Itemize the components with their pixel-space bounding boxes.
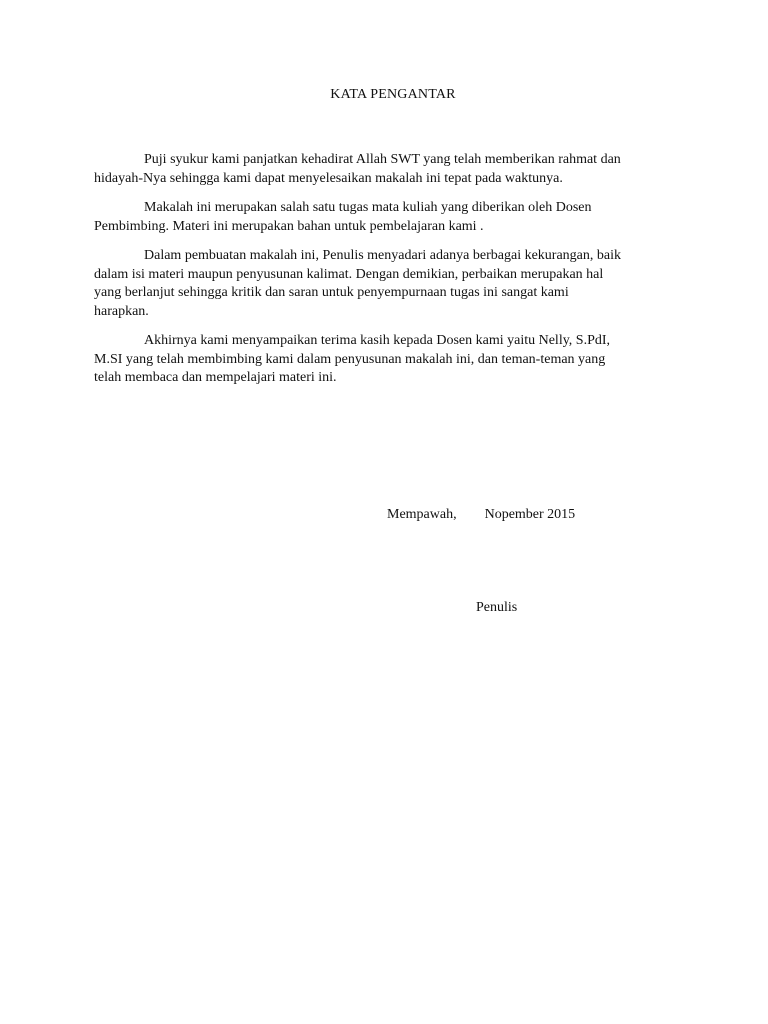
signature-date: Nopember 2015 (484, 507, 576, 522)
signature-place: Mempawah, (387, 507, 457, 522)
paragraph-line: Akhirnya kami menyampaikan terima kasih kepada Dosen kami yaitu Nelly, S.PdI, (144, 333, 611, 348)
paragraph-line: Puji syukur kami panjatkan kehadirat Allah SWT yang telah memberikan rahmat dan (144, 152, 621, 167)
document-body (94, 151, 676, 399)
paragraph-2 (94, 199, 676, 236)
paragraph-line: Makalah ini merupakan salah satu tugas mata kuliah yang diberikan oleh Dosen (144, 200, 592, 215)
paragraph-line: hidayah-Nya sehingga kami dapat menyelesaikan makalah ini tepat pada waktunya. (94, 170, 563, 186)
paragraph-4 (94, 332, 676, 388)
place-date-line (387, 507, 575, 523)
page-title: KATA PENGANTAR (330, 87, 456, 102)
paragraph-line: M.SI yang telah membimbing kami dalam penyusunan makalah ini, dan teman-teman yang (94, 351, 606, 367)
signature-author: Penulis (476, 600, 518, 615)
paragraph-line: harapkan. (94, 303, 149, 319)
paragraph-line: Dalam pembuatan makalah ini, Penulis menyadari adanya berbagai kekurangan, baik (144, 248, 621, 263)
paragraph-3 (94, 247, 676, 321)
paragraph-line: Pembimbing. Materi ini merupakan bahan untuk pembelajaran kami . (94, 218, 484, 234)
paragraph-1 (94, 151, 676, 188)
paragraph-line: telah membaca dan mempelajari materi ini. (94, 370, 337, 385)
paragraph-line: yang berlanjut sehingga kritik dan saran untuk penyempurnaan tugas ini sangat kami (94, 285, 569, 300)
paragraph-line: dalam isi materi maupun penyusunan kalimat. Dengan demikian, perbaikan merupakan hal (94, 266, 604, 282)
